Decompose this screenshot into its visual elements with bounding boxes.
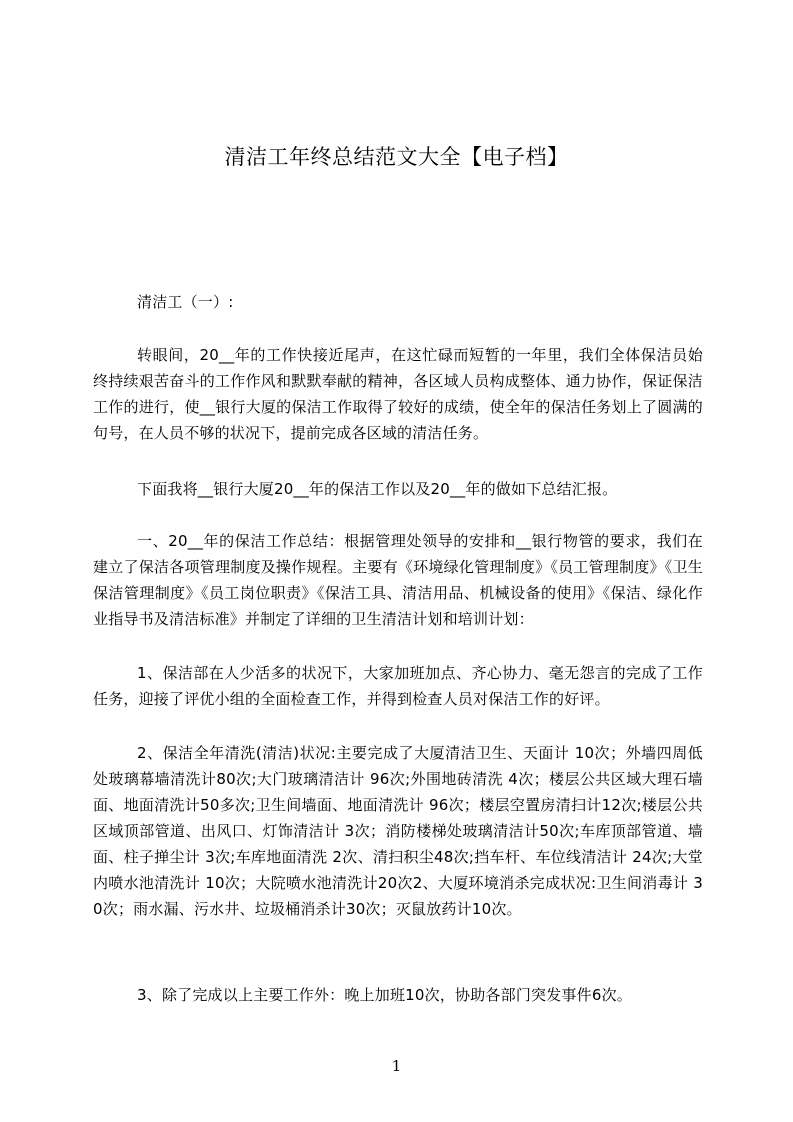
document-title: 清洁工年终总结范文大全【电子档】 [224,145,569,169]
paragraph-item-1: 1、保洁部在人少活多的状况下，大家加班加点、齐心协力、毫无怨言的完成了工作任务，迎接了评优小组的全面检查工作，并得到检查人员对保洁工作的好评。 [93,664,703,708]
paragraph-section-one: 一、20__年的保洁工作总结：根据管理处领导的安排和__银行物管的要求，我们在建立了保洁各项管理制度及操作规程。主要有《环境绿化管理制度》《员工管理制度》《卫生保洁管理制度》《员工岗位职责》《保洁工具、清洁用品、机械设备的使用》《保洁、绿化作业指导书及清洁标准》并制定了详细的卫生清洁计划和培训计划： [93,532,703,628]
paragraph-item-2: 2、保洁全年清洗(清洁)状况:主要完成了大厦清洁卫生、天面计 10次；外墙四周低处玻璃幕墙清洗计80次;大门玻璃清洁计 96次;外围地砖清洗 4次；楼层公共区域大理石墙面、地面清洗计50多次;卫生间墙面、地面清洗计 96次；楼层空置房清扫计12次;楼层公共区域顶部管道、出风口、灯饰清洁计 3次；消防楼梯处玻璃清洁计50次;车库顶部管道、墙面、柱子掸尘计 3次;车库地面清洗 2次、清扫积尘48次;挡车杆、车位线清洁计 24次;大堂内喷水池清洗计 10次；大院喷水池清洗计20次2、大厦环境消杀完成状况:卫生间消毒计 30次；雨水漏、污水井、垃圾桶消杀计30次；灭鼠放药计10次。 [93,744,703,918]
section-heading: 清洁工（一）: [137,293,234,311]
paragraph-summary-intro: 下面我将__银行大厦20__年的保洁工作以及20__年的做如下总结汇报。 [137,480,618,498]
page-number: 1 [391,1057,402,1075]
paragraph-intro: 转眼间，20__年的工作快接近尾声，在这忙碌而短暂的一年里，我们全体保洁员始终持续艰苦奋斗的工作作风和默默奉献的精神，各区域人员构成整体、通力协作，保证保洁工作的进行，使__银行大厦的保洁工作取得了较好的成绩，使全年的保洁任务划上了圆满的句号，在人员不够的状况下，提前完成各区域的清洁任务。 [93,346,703,442]
paragraph-item-3: 3、除了完成以上主要工作外：晚上加班10次，协助各部门突发事件6次。 [137,986,632,1004]
